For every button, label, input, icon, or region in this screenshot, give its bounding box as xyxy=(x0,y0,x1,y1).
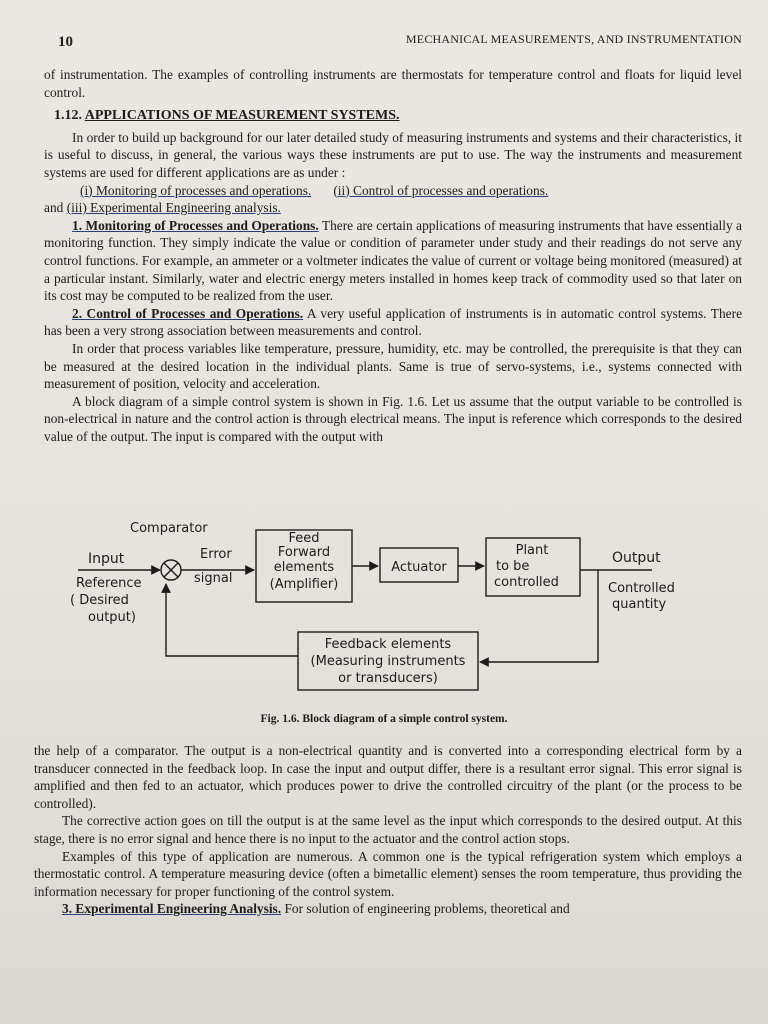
subheading-experimental: 3. Experimental Engineering Analysis. xyxy=(62,901,282,917)
block-diagram-paragraph: A block diagram of a simple control system is shown in Fig. 1.6. Let us assume that the output variable to be controlled is non-electrical in nature and the control action is through electrical means. The input is reference which corresponds to the desired value of the output. The input is compared with the output with xyxy=(44,393,742,444)
list-conjunction: and xyxy=(44,200,64,216)
experimental-text: For solution of engineering problems, theoretical and xyxy=(284,901,570,917)
block-diagram-svg xyxy=(40,508,740,708)
corrective-action-paragraph: The corrective action goes on till the output is at the same level as the input which corresponds to the desired output. At this stage, there is no error signal and hence there is no input to the actuator and the control action stops. xyxy=(34,813,742,846)
list-item-experimental: (iii) Experimental Engineering analysis. xyxy=(66,200,281,216)
feedback-to-comparator-line xyxy=(166,584,298,656)
application-list-last xyxy=(44,199,742,217)
figure-caption: Fig. 1.6. Block diagram of a simple control system. xyxy=(260,713,508,725)
amplifier-label-4: (Amplifier) xyxy=(269,577,339,592)
desired-label: ( Desired xyxy=(70,593,129,608)
controlled-label: Controlled xyxy=(608,581,675,596)
feedback-label-3: or transducers) xyxy=(338,671,438,686)
amplifier-label-2: Forward xyxy=(277,545,331,560)
quantity-label: quantity xyxy=(612,597,667,612)
input-label: Input xyxy=(88,551,125,567)
subheading-monitoring: 1. Monitoring of Processes and Operations. xyxy=(72,217,319,233)
control-system-block-diagram xyxy=(40,508,740,708)
page-number: 10 xyxy=(58,34,73,50)
plant-label-3: controlled xyxy=(494,575,559,590)
desired-label-2: output) xyxy=(88,610,136,625)
intro-paragraph: of instrumentation. The examples of controlling instruments are thermostats for temperature control and floats for liquid level control. xyxy=(44,67,742,100)
control-text: A very useful application of instruments is in automatic control systems. There has been a very strong association between measurements and control. xyxy=(44,305,743,339)
actuator-label: Actuator xyxy=(391,560,447,575)
running-header: MECHANICAL MEASUREMENTS, AND INSTRUMENTATION xyxy=(405,32,742,46)
section-heading xyxy=(54,107,742,125)
plant-label-1: Plant xyxy=(515,543,549,558)
list-item-monitoring: (i) Monitoring of processes and operations. xyxy=(80,182,312,198)
amplifier-label-1: Feed xyxy=(288,531,320,546)
list-item-control: (ii) Control of processes and operations. xyxy=(333,182,549,198)
comparator-paragraph: the help of a comparator. The output is a non-electrical quantity and is converted into a corresponding electrical form by a transducer connected in the feedback loop. In case the input and output differ, there is a resultant error signal. This error signal is amplified and then fed to an actuator, which produces power to drive the controlled circuitry of the plant (or the process to be controlled). xyxy=(34,743,742,811)
background-paragraph: In order to build up background for our later detailed study of measuring instruments and systems and their characteristics, it is useful to discuss, in general, the various ways these instruments are put to use. The way the instruments and measurement systems are used for different applications are as under : xyxy=(44,129,742,180)
examples-paragraph: Examples of this type of application are numerous. A common one is the typical refrigeration system which employs a thermostatic control. A temperature measuring device (often a bimetallic element) senses the room temperature, thus providing the information necessary for proper functioning of the control system. xyxy=(34,848,742,899)
servo-paragraph: In order that process variables like temperature, pressure, humidity, etc. may be controlled, the prerequisite is that they can be measured at the desired location in the individual plants. Same is true of servo-systems, i.e., systems connected with measurement of position, velocity and acceleration. xyxy=(44,340,742,392)
upper-text-block xyxy=(44,66,742,445)
control-paragraph xyxy=(44,305,742,340)
lower-text-block xyxy=(34,742,742,918)
plant-label-2: to be xyxy=(496,559,530,574)
subheading-control: 2. Control of Processes and Operations. xyxy=(72,305,304,321)
section-number: 1.12. xyxy=(54,108,82,124)
feedback-label-1: Feedback elements xyxy=(324,637,452,652)
application-list xyxy=(44,182,742,200)
amplifier-label-3: elements xyxy=(273,560,335,575)
error-label: Error xyxy=(200,547,232,562)
section-title: APPLICATIONS OF MEASUREMENT SYSTEMS. xyxy=(84,108,400,124)
monitoring-text: There are certain applications of measuring instruments that have essentially a monitoring function. They simply indicate the value or condition of parameter under study and their readings do not serve any control functions. For example, an ammeter or a voltmeter indicates the value of current or voltage being monitored (measured) at a particular instant. Similarly, water and electric energy meters installed in homes keep track of commodity used so that later on its cost may be computed to be realized from the user. xyxy=(44,217,743,304)
feedback-label-2: (Measuring instruments xyxy=(310,654,466,669)
reference-label: Reference xyxy=(76,576,142,591)
experimental-paragraph xyxy=(34,900,742,918)
comparator-label: Comparator xyxy=(130,521,208,536)
monitoring-paragraph xyxy=(44,217,742,305)
signal-label: signal xyxy=(194,571,233,586)
output-label: Output xyxy=(612,550,661,566)
